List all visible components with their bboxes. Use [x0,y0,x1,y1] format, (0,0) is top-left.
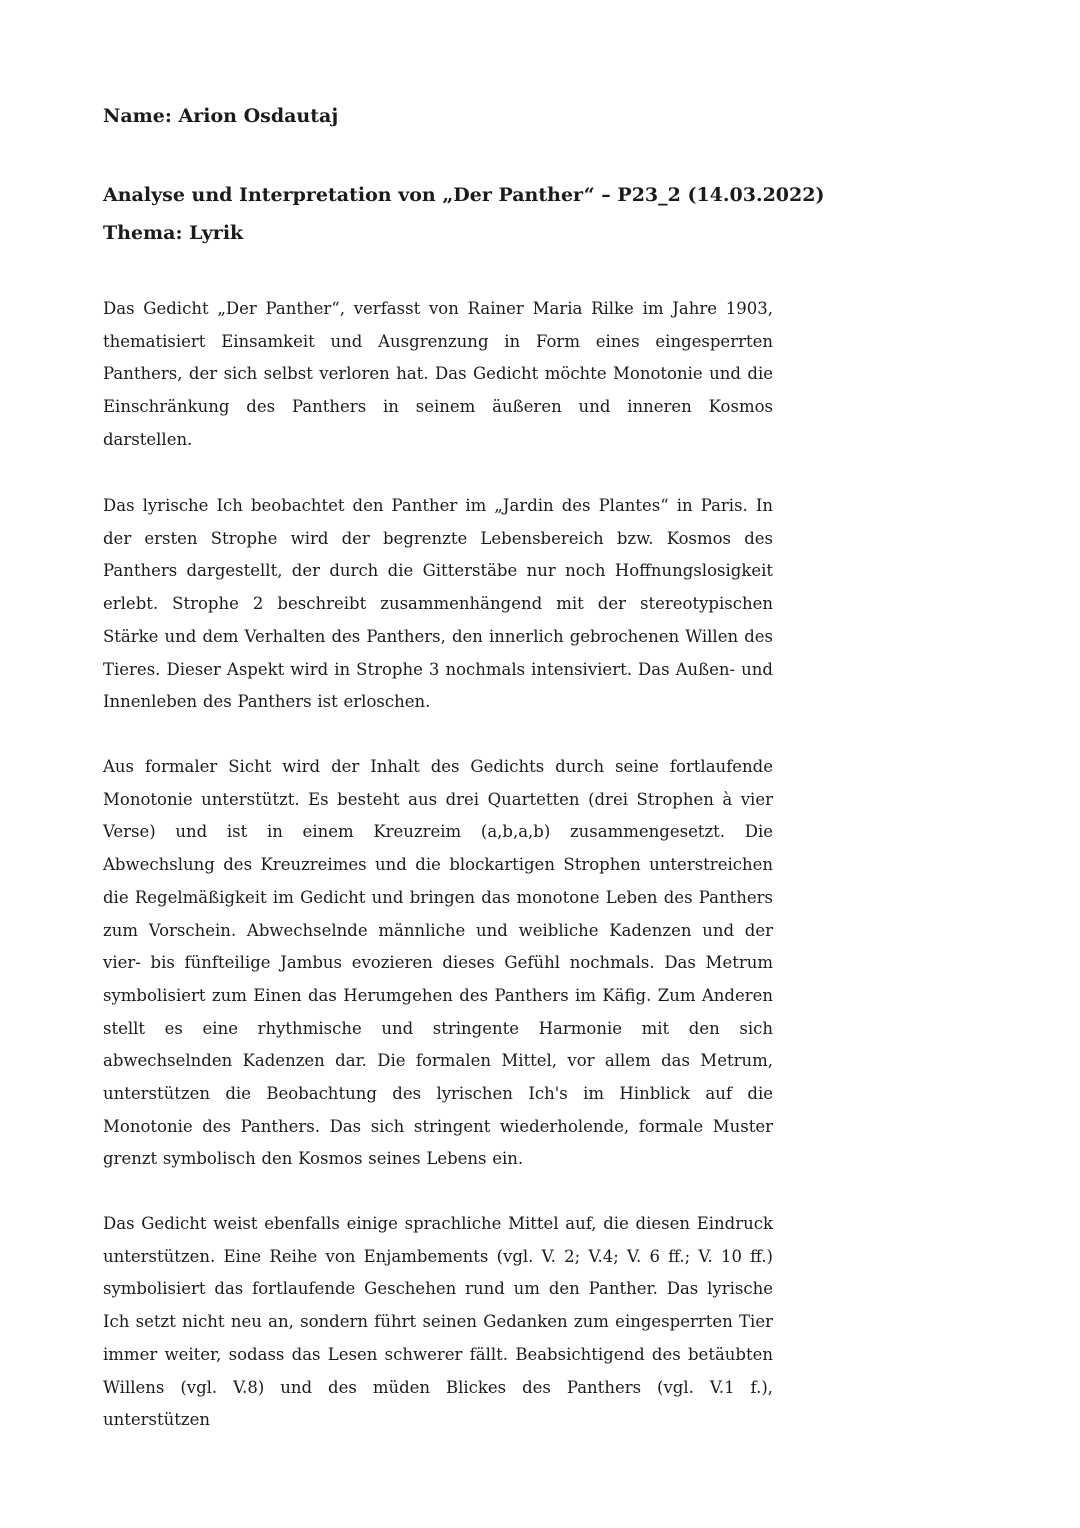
document-topic: Thema: Lyrik [103,222,244,244]
document-heading [103,176,823,252]
paragraph-language-analysis: Das Gedicht weist ebenfalls einige sprachliche Mittel auf, die diesen Eindruck unterstützen. Eine Reihe von Enjambements (vgl. V. 2; V.4; V. 6 ff.; V. 10 ff.) symbolisiert das fortlaufende Geschehen rund um den Panther. Das lyrische Ich setzt nicht neu an, sondern führt seinen Gedanken zum eingesperrten Tier immer weiter, sodass das Lesen schwerer fällt. Beabsichtigend des betäubten Willens (vgl. V.8) und des müden Blickes des Panthers (vgl. V.1 f.), unterstützen [103,1214,773,1430]
document-title: Analyse und Interpretation von „Der Panther“ – P23_2 (14.03.2022) [103,184,825,206]
author-name: Name: Arion Osdautaj [103,105,339,127]
paragraph-formal-analysis: Aus formaler Sicht wird der Inhalt des Gedichts durch seine fortlaufende Monotonie unterstützt. Es besteht aus drei Quartetten (drei Strophen à vier Verse) und ist in einem Kreuzreim (a,b,a,b) zusammengesetzt. Die Abwechslung des Kreuzreimes und die blockartigen Strophen unterstreichen die Regelmäßigkeit im Gedicht und bringen das monotone Leben des Panthers zum Vorschein. Abwechselnde männliche und weibliche Kadenzen und der vier- bis fünfteilige Jambus evozieren dieses Gefühl nochmals. Das Metrum symbolisiert zum Einen das Herumgehen des Panthers im Käfig. Zum Anderen stellt es eine rhythmische und stringente Harmonie mit den sich abwechselnden Kadenzen dar. Die formalen Mittel, vor allem das Metrum, unterstützen die Beobachtung des lyrischen Ich's im Hinblick auf die Monotonie des Panthers. Das sich stringent wiederholende, formale Muster grenzt symbolisch den Kosmos seines Lebens ein. [103,757,773,1169]
paragraph-introduction: Das Gedicht „Der Panther“, verfasst von Rainer Maria Rilke im Jahre 1903, thematisiert Einsamkeit und Ausgrenzung in Form eines eingesperrten Panthers, der sich selbst verloren hat. Das Gedicht möchte Monotonie und die Einschränkung des Panthers in seinem äußeren und inneren Kosmos darstellen. [103,299,773,449]
paragraph-content-summary: Das lyrische Ich beobachtet den Panther im „Jardin des Plantes“ in Paris. In der ersten Strophe wird der begrenzte Lebensbereich bzw. Kosmos des Panthers dargestellt, der durch die Gitterstäbe nur noch Hoffnungslosigkeit erlebt. Strophe 2 beschreibt zusammenhängend mit der stereotypischen Stärke und dem Verhalten des Panthers, den innerlich gebrochenen Willen des Tieres. Dieser Aspekt wird in Strophe 3 nochmals intensiviert. Das Außen- und Innenleben des Panthers ist erloschen. [103,496,773,712]
